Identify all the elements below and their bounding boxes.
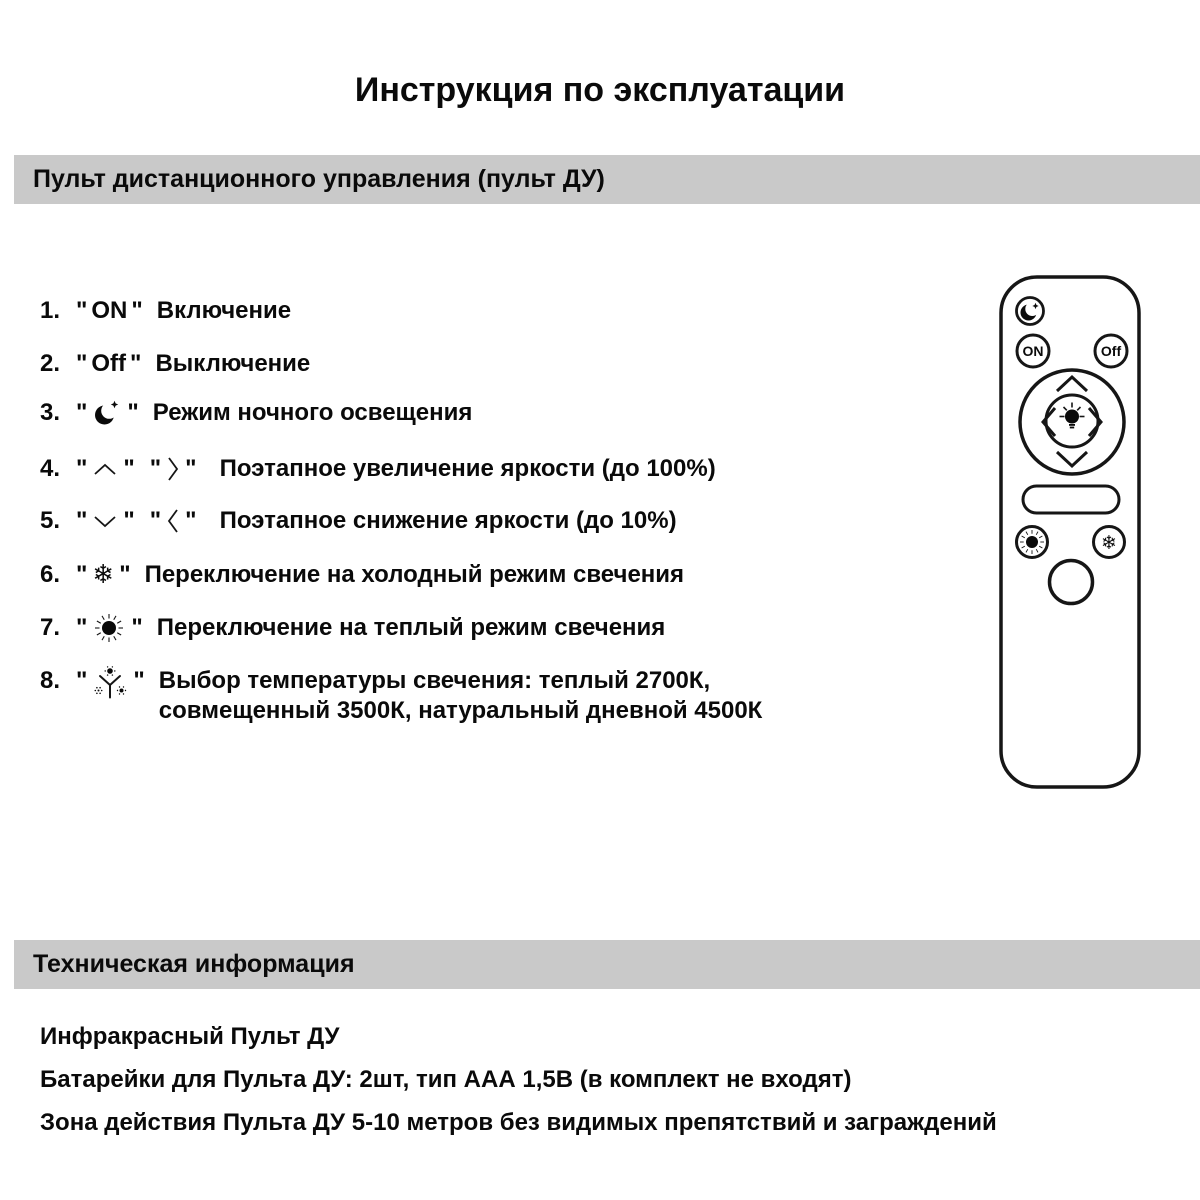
tech-line-batteries: Батарейки для Пульта ДУ: 2шт, тип ААА 1,5В (в комплект не входят) (40, 1066, 852, 1093)
item-number: 2. (40, 350, 61, 377)
list-item-brightness-down (40, 506, 677, 536)
section-header-tech (14, 940, 1200, 989)
list-item-color-temp (40, 666, 762, 728)
quote-mark: " (131, 297, 143, 324)
chevron-down-icon (92, 512, 118, 530)
item-label: Переключение на теплый режим свечения (156, 614, 666, 641)
remote-illustration (997, 274, 1145, 792)
on-symbol: ON (91, 297, 128, 324)
quote-mark: " (76, 667, 88, 694)
quote-mark: " (76, 297, 88, 324)
angle-right-icon (166, 454, 180, 484)
section-header-remote-label: Пульт дистанционного управления (пульт ДУ) (33, 165, 605, 193)
list-item-night-mode (40, 398, 472, 428)
moon-icon (92, 398, 122, 428)
list-item-cold-mode (40, 560, 684, 590)
item-number: 8. (40, 667, 61, 694)
warm-light-button (1017, 527, 1048, 558)
quote-mark: " (76, 455, 88, 482)
item-label-line1: Выбор температуры свечения: теплый 2700К, (158, 667, 711, 694)
snowflake-icon: ❄ (1101, 532, 1117, 554)
quote-mark: " (123, 507, 135, 534)
color-temp-select-icon (92, 665, 128, 701)
off-button-label: Off (1100, 343, 1122, 359)
item-label: Поэтапное увеличение яркости (до 100%) (219, 455, 716, 482)
section-header-tech-label: Техническая информация (33, 950, 355, 978)
quote-mark: " (76, 350, 88, 377)
quote-mark: " (149, 507, 162, 534)
item-number: 3. (40, 399, 61, 426)
quote-mark: " (130, 350, 142, 377)
item-label-line2: совмещенный 3500К, натуральный дневной 4500К (158, 697, 763, 724)
item-number: 4. (40, 455, 61, 482)
list-item-warm-mode (40, 613, 665, 643)
list-item-on (40, 296, 291, 326)
tech-info (40, 1022, 997, 1151)
item-label: Режим ночного освещения (152, 399, 473, 426)
section-header-remote (14, 155, 1200, 204)
item-number: 6. (40, 561, 61, 588)
quote-mark: " (133, 667, 145, 694)
quote-mark: " (131, 614, 143, 641)
quote-mark: " (123, 455, 135, 482)
page-title: Инструкция по эксплуатации (354, 71, 846, 109)
quote-mark: " (185, 507, 197, 534)
quote-mark: " (76, 507, 88, 534)
item-number: 5. (40, 507, 61, 534)
snowflake-icon: ❄ (92, 560, 115, 590)
tech-line-range: Зона действия Пульта ДУ 5-10 метров без видимых препятствий и заграждений (40, 1109, 997, 1136)
quote-mark: " (149, 455, 162, 482)
quote-mark: " (76, 399, 88, 426)
item-label: Включение (156, 297, 292, 324)
item-label: Поэтапное снижение яркости (до 10%) (219, 507, 677, 534)
item-label: Выключение (155, 350, 311, 377)
list-item-brightness-up (40, 454, 716, 484)
item-number: 1. (40, 297, 61, 324)
quote-mark: " (185, 455, 197, 482)
quote-mark: " (76, 561, 88, 588)
off-symbol: Off (91, 350, 127, 377)
chevron-up-icon (92, 460, 118, 478)
tech-line-remote-type: Инфракрасный Пульт ДУ (40, 1023, 340, 1050)
quote-mark: " (76, 614, 88, 641)
sun-icon (92, 611, 126, 645)
item-number: 7. (40, 614, 61, 641)
angle-left-icon (166, 506, 180, 536)
list-item-off (40, 349, 310, 379)
quote-mark: " (127, 399, 139, 426)
item-label (159, 666, 763, 726)
item-label: Переключение на холодный режим свечения (144, 561, 685, 588)
on-button-label: ON (1022, 343, 1044, 359)
quote-mark: " (119, 561, 131, 588)
